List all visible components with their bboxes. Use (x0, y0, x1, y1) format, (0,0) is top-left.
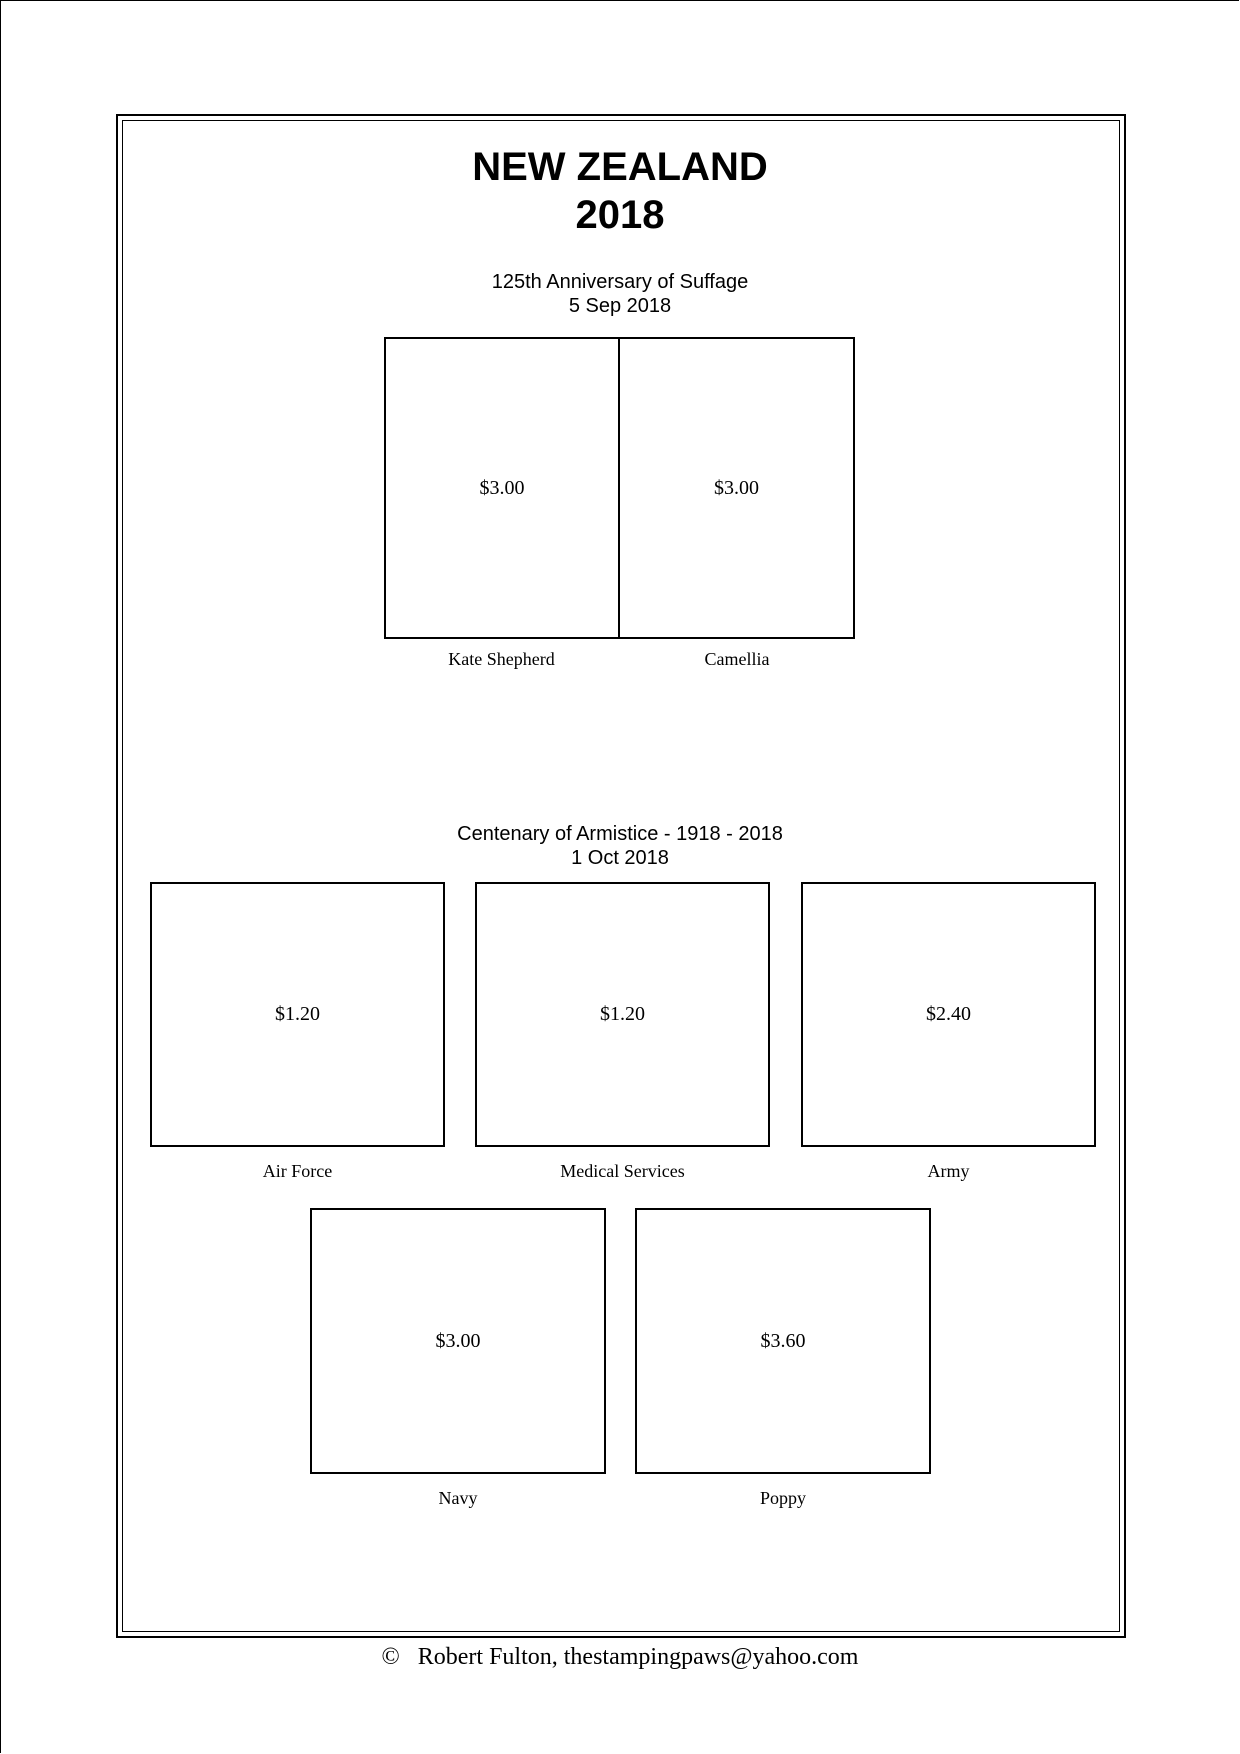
issue-title: Centenary of Armistice - 1918 - 2018 (457, 823, 783, 845)
stamp-space (384, 337, 619, 639)
stamp-caption: Camellia (704, 649, 770, 669)
stamp-caption: Kate Shepherd (448, 649, 555, 669)
copyright-symbol: © (381, 1644, 400, 1670)
issue-date: 5 Sep 2018 (568, 295, 672, 317)
stamp-denomination: $3.00 (479, 476, 525, 499)
stamp-space (635, 1208, 931, 1474)
stamp-denomination: $3.00 (714, 476, 759, 499)
stamp-space (801, 882, 1096, 1147)
stamp-caption: Air Force (262, 1161, 333, 1181)
stamp-caption: Army (927, 1161, 970, 1181)
page-title-year: 2018 (575, 193, 665, 237)
issue-date: 1 Oct 2018 (571, 847, 669, 869)
stamp-space (310, 1208, 606, 1474)
copyright-footer (0, 1643, 1240, 1671)
stamp-space (150, 882, 445, 1147)
stamp-space (475, 882, 770, 1147)
issue-title: 125th Anniversary of Suffage (491, 271, 749, 293)
stamp-space (619, 337, 855, 639)
stamp-caption: Poppy (759, 1488, 806, 1508)
stamp-caption: Medical Services (560, 1161, 685, 1181)
stamp-denomination: $1.20 (600, 1003, 645, 1025)
copyright-text: Robert Fulton, thestampingpaws@yahoo.com (417, 1644, 859, 1670)
stamp-denomination: $2.40 (926, 1003, 971, 1025)
stamp-denomination: $3.00 (435, 1329, 481, 1352)
stamp-denomination: $1.20 (275, 1003, 320, 1025)
page-title-country: NEW ZEALAND (472, 145, 768, 189)
stamp-denomination: $3.60 (760, 1329, 806, 1352)
stamp-caption: Navy (438, 1488, 478, 1508)
